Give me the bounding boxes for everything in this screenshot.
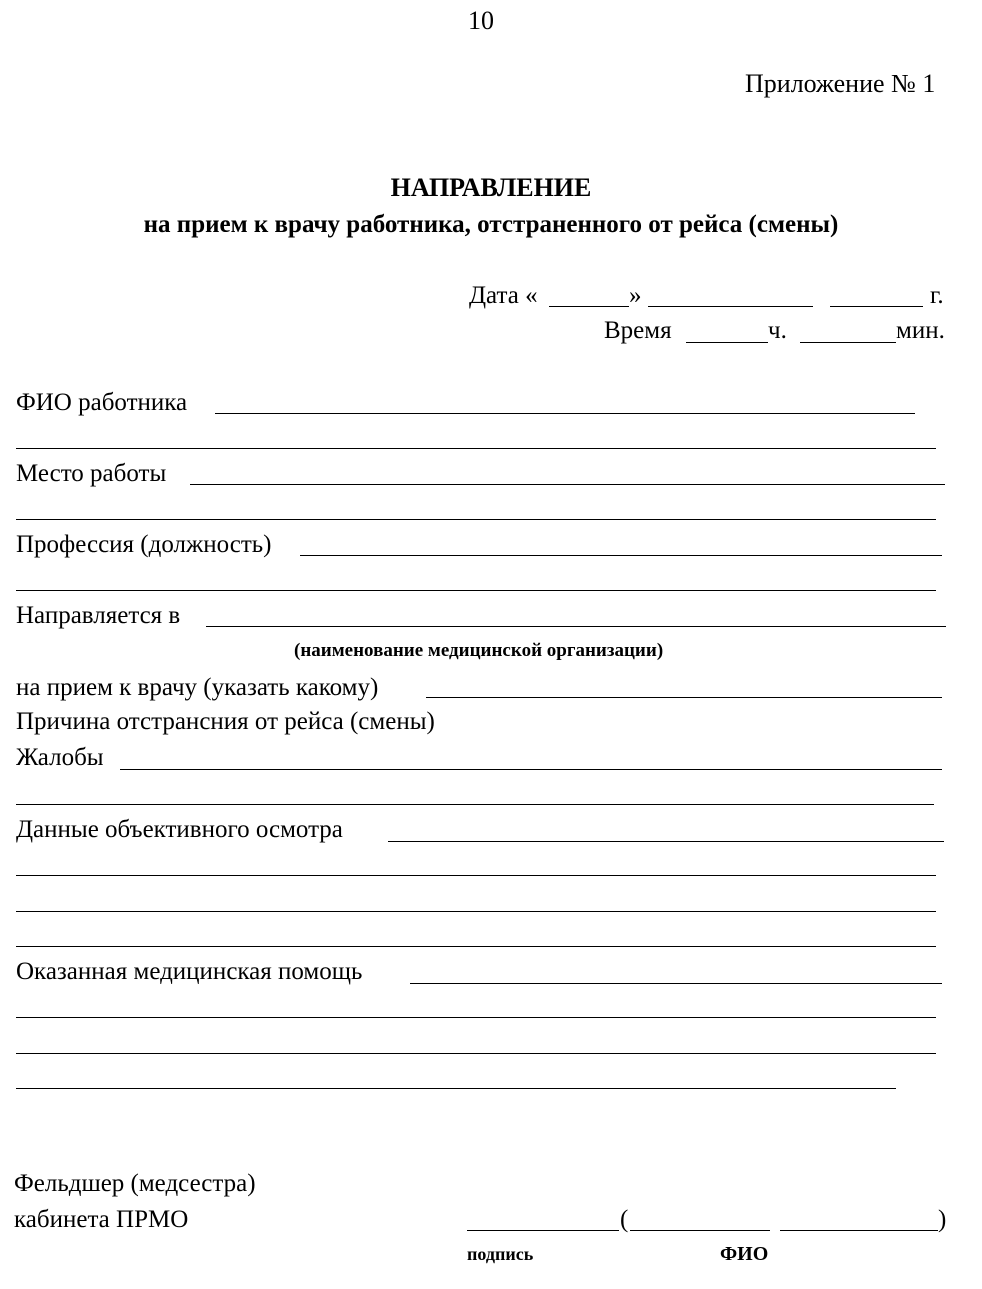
signature-line[interactable] xyxy=(467,1230,619,1231)
exam-line-3[interactable] xyxy=(16,911,936,912)
document-subtitle: на прием к врачу работника, отстраненного от рейса (смены) xyxy=(143,211,839,238)
open-paren: ( xyxy=(620,1206,629,1233)
name-caption: ФИО xyxy=(720,1243,769,1265)
complaints-label: Жалобы xyxy=(16,744,104,771)
date-quote-close: » xyxy=(629,282,642,309)
page-number: 10 xyxy=(468,6,494,35)
exam-line[interactable] xyxy=(388,841,944,842)
worker-name-line[interactable] xyxy=(215,413,915,414)
signer-role-line2: кабинета ПРМО xyxy=(14,1206,189,1233)
aid-line-4[interactable] xyxy=(16,1088,896,1089)
time-minutes-line[interactable] xyxy=(800,342,896,343)
workplace-label: Место работы xyxy=(16,460,167,487)
time-minutes-unit: мин. xyxy=(896,317,945,344)
worker-name-label: ФИО работника xyxy=(16,389,188,416)
exam-line-2[interactable] xyxy=(16,875,936,876)
name-line-2[interactable] xyxy=(780,1230,938,1231)
workplace-line-2[interactable] xyxy=(16,519,936,520)
date-month-line[interactable] xyxy=(648,306,813,307)
date-year-line[interactable] xyxy=(830,306,923,307)
doctor-line[interactable] xyxy=(426,697,942,698)
name-line-1[interactable] xyxy=(630,1230,770,1231)
profession-line-2[interactable] xyxy=(16,590,936,591)
date-day-line[interactable] xyxy=(549,306,629,307)
complaints-line[interactable] xyxy=(120,769,942,770)
time-hours-line[interactable] xyxy=(686,342,768,343)
signature-caption: подпись xyxy=(467,1244,534,1264)
document-title: НАПРАВЛЕНИЕ xyxy=(390,173,592,202)
workplace-line[interactable] xyxy=(190,484,945,485)
aid-line[interactable] xyxy=(410,983,942,984)
reason-label: Причина отстрансния от рейса (смены) xyxy=(16,708,435,735)
complaints-line-2[interactable] xyxy=(16,804,934,805)
profession-line[interactable] xyxy=(300,555,942,556)
time-hours-unit: ч. xyxy=(768,317,787,344)
profession-label: Профессия (должность) xyxy=(16,531,272,558)
org-hint: (наименование медицинской организации) xyxy=(294,640,664,661)
sent-to-line[interactable] xyxy=(206,626,946,627)
aid-line-2[interactable] xyxy=(16,1017,936,1018)
close-paren: ) xyxy=(938,1206,947,1233)
time-label: Время xyxy=(604,317,672,344)
date-label: Дата « xyxy=(469,282,538,309)
aid-line-3[interactable] xyxy=(16,1053,936,1054)
doctor-label: на прием к врачу (указать какому) xyxy=(16,674,379,701)
exam-line-4[interactable] xyxy=(16,946,936,947)
sent-to-label: Направляется в xyxy=(16,602,181,629)
date-year-suffix: г. xyxy=(930,282,944,309)
exam-label: Данные объективного осмотра xyxy=(16,816,343,843)
aid-label: Оказанная медицинская помощь xyxy=(16,958,363,985)
worker-name-line-2[interactable] xyxy=(16,448,936,449)
appendix-label: Приложение № 1 xyxy=(745,69,936,98)
signer-role-line1: Фельдшер (медсестра) xyxy=(14,1170,256,1197)
